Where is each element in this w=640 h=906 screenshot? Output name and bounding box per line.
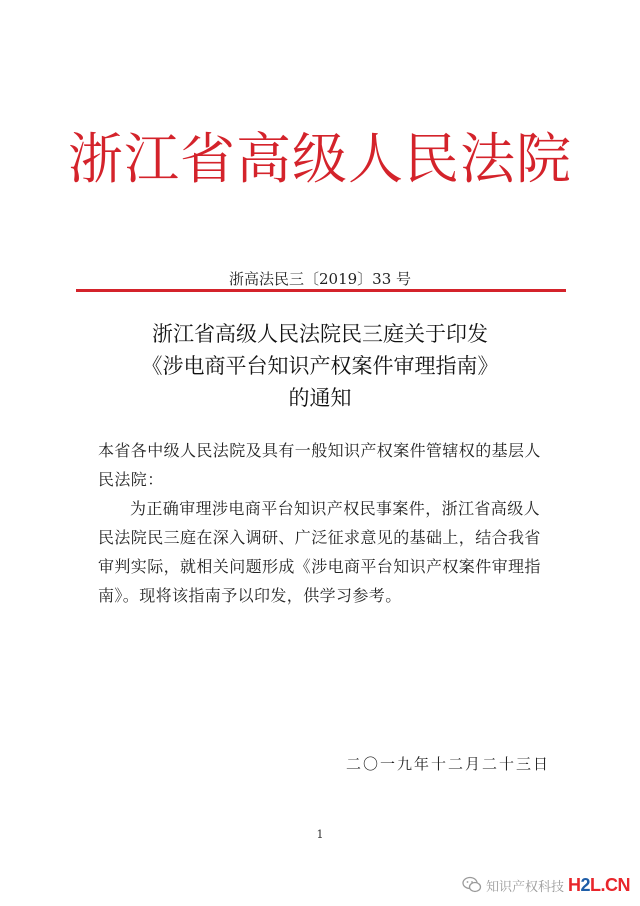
title-line: 的通知 [288,386,352,410]
body-paragraph: 为正确审理涉电商平台知识产权民事案件，浙江省高级人民法院民三庭在深入调研、广泛征求意见的基础上，结合我省审判实际，就相关问题形成《涉电商平台知识产权案件审理指南》。现将该指南予以印发，供学习参考。 [98,499,541,605]
issue-date: 二〇一九年十二月二十三日 [345,755,550,773]
addressee: 本省各中级人民法院及具有一般知识产权案件管辖权的基层人民法院： [98,441,541,489]
title-line: 《涉电商平台知识产权案件审理指南》 [141,354,499,378]
logo-rest: L.CN [590,875,630,895]
logo-2: 2 [580,875,590,895]
notice-body [98,436,546,610]
page-number: 1 [316,828,324,841]
h2l-logo [568,875,630,895]
red-divider-line [76,289,566,292]
document-number: 浙高法民三〔2019〕33 号 [228,270,412,288]
watermark-account-name: 知识产权科技 [485,879,564,895]
notice-title [0,318,640,414]
court-masthead: 浙江省高级人民法院 [67,127,572,191]
title-line: 浙江省高级人民法院民三庭关于印发 [152,322,488,346]
wechat-icon [462,876,482,894]
watermark [462,872,630,898]
logo-h: H [567,875,581,895]
